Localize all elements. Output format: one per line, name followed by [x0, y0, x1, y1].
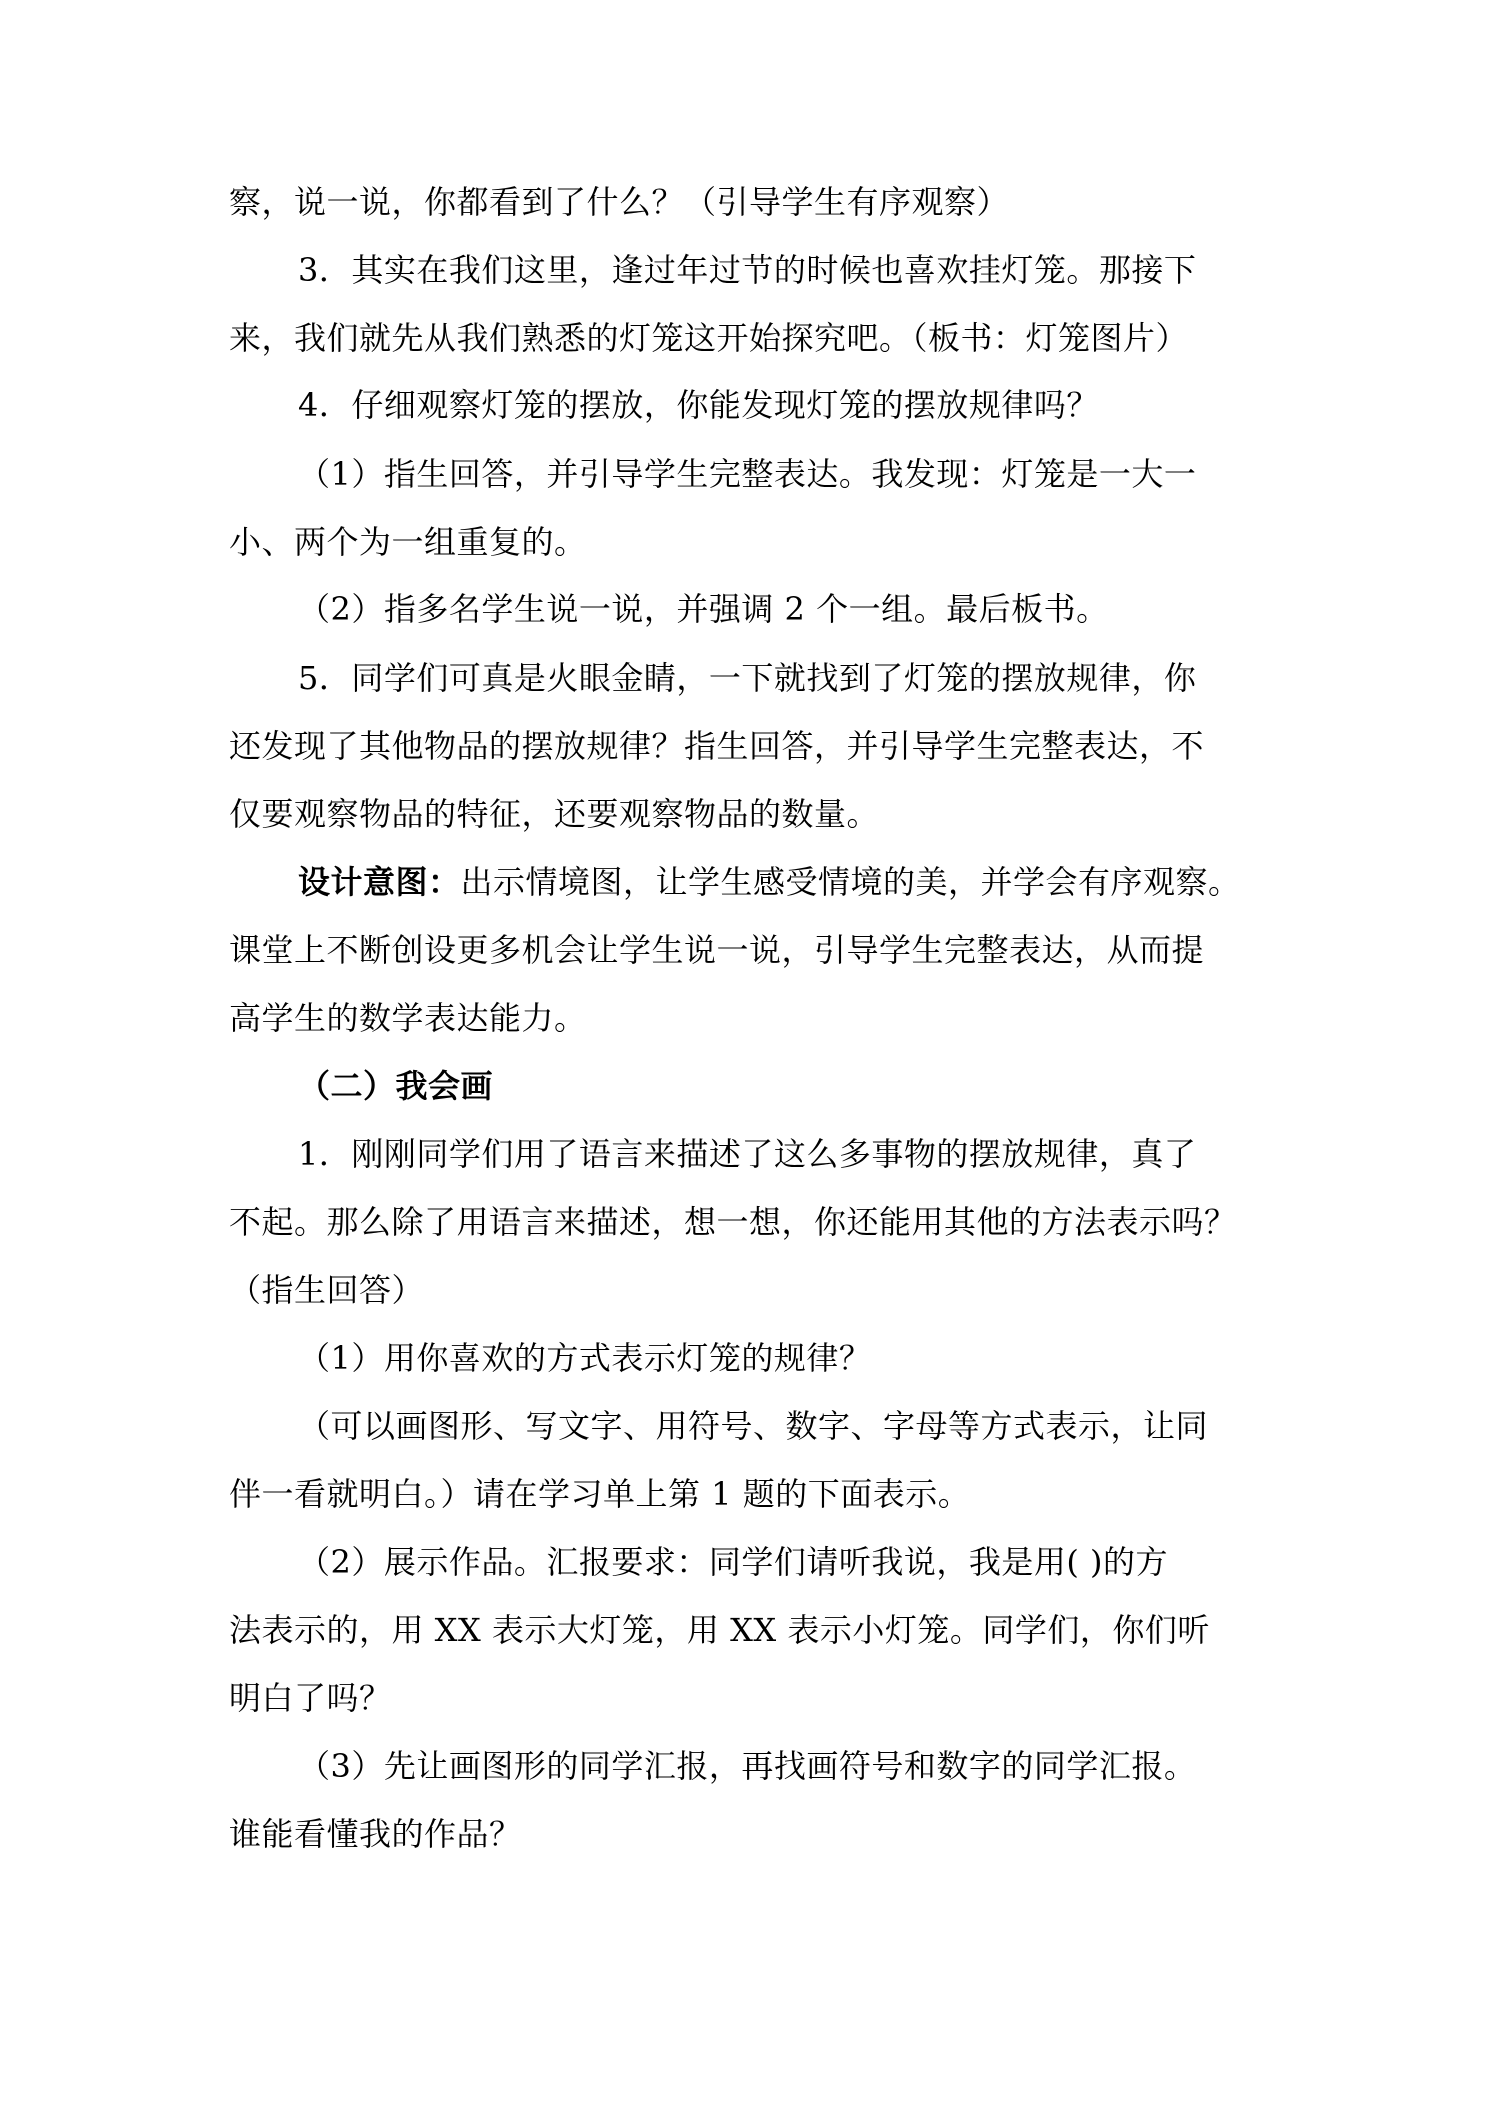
paragraph-line: 课堂上不断创设更多机会让学生说一说，引导学生完整表达，从而提	[229, 931, 1205, 969]
paragraph-line: 不起。那么除了用语言来描述，想一想，你还能用其他的方法表示吗？	[229, 1203, 1237, 1241]
paragraph-line: （1）用你喜欢的方式表示灯笼的规律？	[298, 1339, 872, 1377]
paragraph-line: 察，说一说，你都看到了什么？（引导学生有序观察）	[229, 183, 1010, 221]
design-intent-text: 出示情境图，让学生感受情境的美，并学会有序观察。	[460, 863, 1241, 901]
paragraph-line: 3．其实在我们这里，逢过年过节的时候也喜欢挂灯笼。那接下	[298, 251, 1197, 289]
paragraph-line: （可以画图形、写文字、用符号、数字、字母等方式表示，让同	[298, 1407, 1209, 1445]
paragraph-line: 还发现了其他物品的摆放规律？指生回答，并引导学生完整表达，不	[229, 727, 1205, 765]
paragraph-line: （3）先让画图形的同学汇报，再找画符号和数字的同学汇报。	[298, 1747, 1197, 1785]
paragraph-line: 小、两个为一组重复的。	[229, 523, 587, 561]
paragraph-line: （2）指多名学生说一说，并强调 2 个一组。最后板书。	[298, 590, 1109, 628]
paragraph-line: 谁能看懂我的作品？	[229, 1815, 522, 1853]
paragraph-line: 1．刚刚同学们用了语言来描述了这么多事物的摆放规律，真了	[298, 1135, 1197, 1173]
paragraph-line: 仅要观察物品的特征，还要观察物品的数量。	[229, 795, 880, 833]
paragraph-line: 5．同学们可真是火眼金睛，一下就找到了灯笼的摆放规律，你	[298, 659, 1197, 697]
paragraph-line: 4．仔细观察灯笼的摆放，你能发现灯笼的摆放规律吗？	[298, 386, 1099, 424]
paragraph-line: 法表示的，用 XX 表示大灯笼，用 XX 表示小灯笼。同学们，你们听	[229, 1611, 1210, 1649]
paragraph-line: （2）展示作品。汇报要求：同学们请听我说，我是用( )的方	[298, 1543, 1169, 1581]
paragraph-line: 来，我们就先从我们熟悉的灯笼这开始探究吧。（板书：灯笼图片）	[229, 319, 1189, 357]
paragraph-line: （指生回答）	[229, 1271, 425, 1309]
paragraph-line: 高学生的数学表达能力。	[229, 999, 587, 1037]
paragraph-line: 明白了吗？	[229, 1679, 392, 1717]
paragraph-line: （1）指生回答，并引导学生完整表达。我发现：灯笼是一大一	[298, 455, 1197, 493]
section-heading: （二）我会画	[298, 1067, 494, 1105]
paragraph-line: 伴一看就明白。）请在学习单上第 1 题的下面表示。	[229, 1475, 971, 1513]
design-intent-line	[298, 862, 1348, 902]
design-intent-label: 设计意图：	[298, 863, 461, 901]
